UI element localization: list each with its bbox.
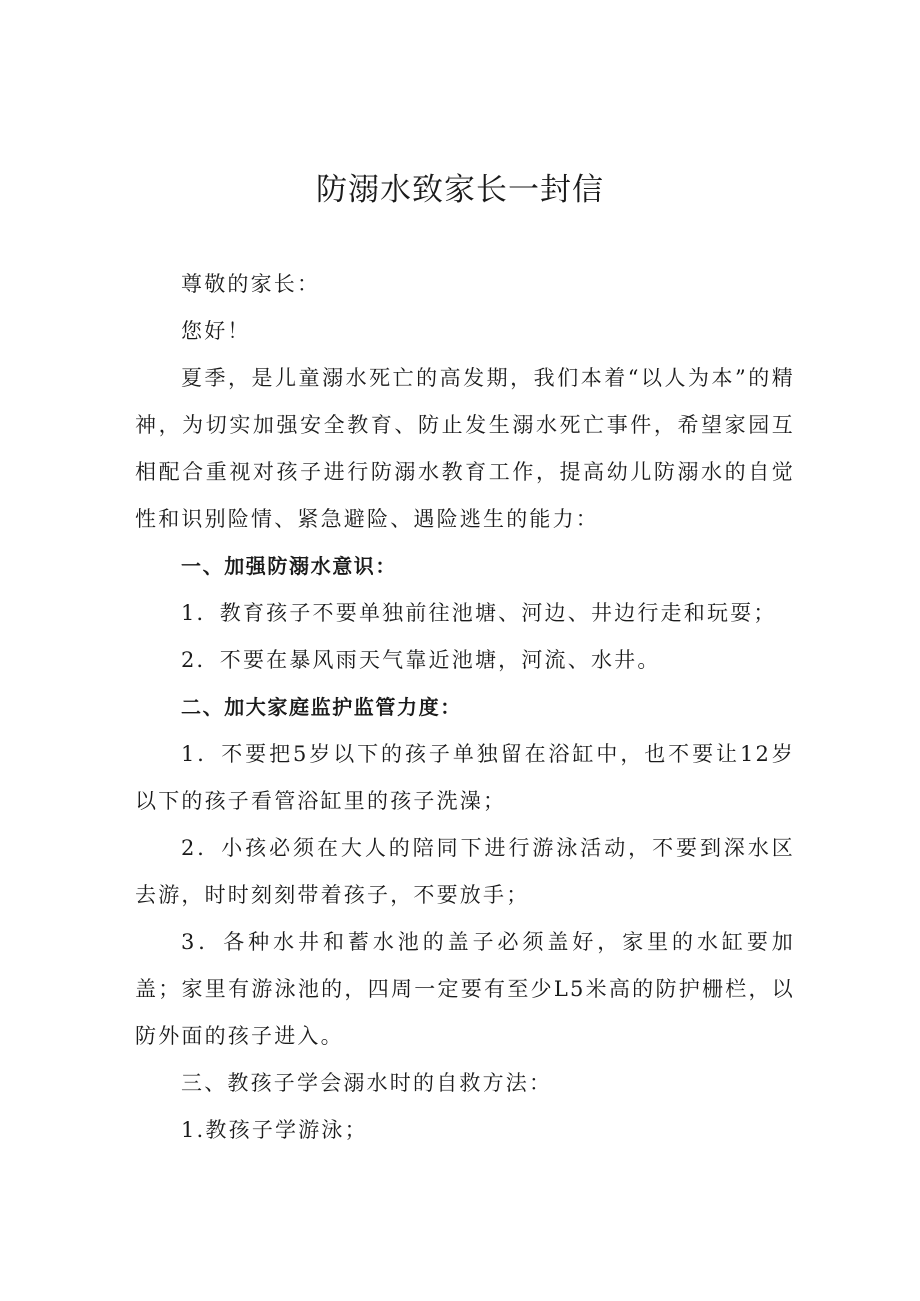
section-2-item-3: 3．各种水井和蓄水池的盖子必须盖好，家里的水缸要加盖；家里有游泳池的，四周一定要有至少L5米高的防护栅栏，以防外面的孩子进入。 — [135, 930, 795, 1048]
intro-paragraph: 夏季，是儿童溺水死亡的高发期，我们本着“以人为本”的精神，为切实加强安全教育、防止发生溺水死亡事件，希望家园互相配合重视对孩子进行防溺水教育工作，提高幼儿防溺水的自觉性和识别险情、紧急避险、遇险逃生的能力： — [135, 366, 795, 531]
section-1-item-2: 2．不要在暴风雨天气靠近池塘，河流、水井。 — [181, 648, 661, 672]
section-3-item-1: 1.教孩子学游泳； — [181, 1118, 368, 1142]
section-1-item-1: 1．教育孩子不要单独前往池塘、河边、井边行走和玩耍； — [181, 601, 777, 625]
section-2-item-2: 2．小孩必须在大人的陪同下进行游泳活动，不要到深水区去游，时时刻刻带着孩子，不要放手； — [135, 836, 795, 907]
document-body — [135, 261, 795, 1154]
section-2-heading: 二、加大家庭监护监管力度： — [181, 695, 462, 719]
section-1-heading: 一、加强防溺水意识： — [181, 554, 397, 578]
section-2-item-1: 1．不要把5岁以下的孩子单独留在浴缸中，也不要让12岁以下的孩子看管浴缸里的孩子洗澡； — [135, 742, 795, 813]
greeting: 您好！ — [181, 319, 251, 343]
salutation: 尊敬的家长： — [181, 272, 321, 296]
document-title: 防溺水致家长一封信 — [316, 172, 604, 208]
section-3-heading: 三、教孩子学会溺水时的自救方法： — [181, 1071, 553, 1095]
